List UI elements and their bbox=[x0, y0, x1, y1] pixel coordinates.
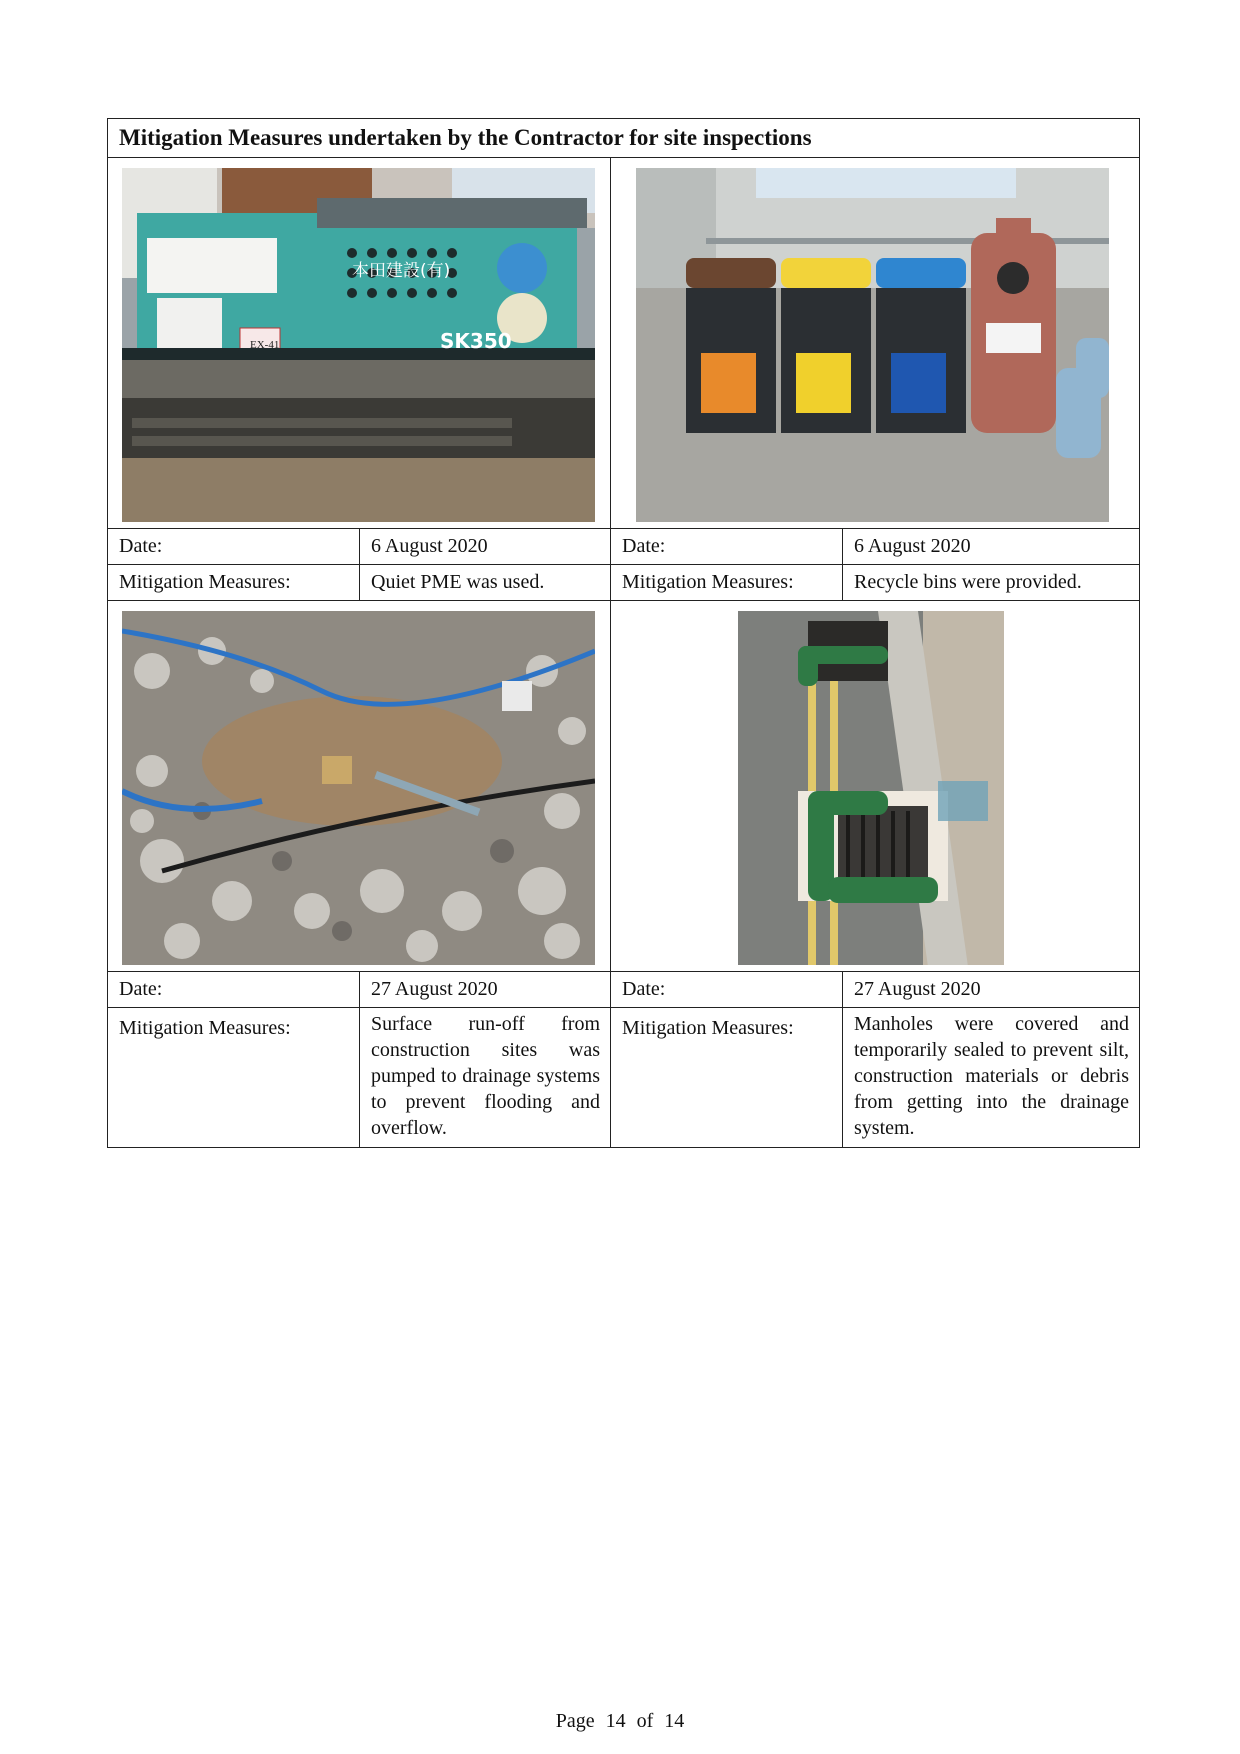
mitigation-measures-label: Mitigation Measures: bbox=[108, 1008, 360, 1148]
excavator-tag-label: EX-41 bbox=[250, 339, 280, 351]
date-label: Date: bbox=[611, 972, 843, 1008]
page-total: 14 bbox=[664, 1710, 685, 1732]
date-label: Date: bbox=[108, 529, 360, 565]
mitigation-measure-text: Surface run-off from construction sites was pumped to drainage systems to prevent flooding and overflow. bbox=[360, 1008, 611, 1148]
pumping-site-photo bbox=[122, 611, 595, 965]
mitigation-measure-text: Quiet PME was used. bbox=[360, 565, 611, 601]
mitigation-measures-label: Mitigation Measures: bbox=[611, 565, 843, 601]
date-value: 27 August 2020 bbox=[360, 972, 611, 1008]
page-word: Page bbox=[555, 1710, 595, 1732]
date-value: 27 August 2020 bbox=[843, 972, 1140, 1008]
manhole-photo bbox=[738, 611, 1004, 965]
photo-cell-recycle-bins bbox=[611, 158, 1140, 529]
date-label: Date: bbox=[611, 529, 843, 565]
photo-cell-excavator bbox=[108, 158, 611, 529]
recycle-bins-photo bbox=[636, 168, 1109, 522]
mitigation-measures-label: Mitigation Measures: bbox=[611, 1008, 843, 1148]
excavator-company-label: 本田建設(有) bbox=[352, 261, 451, 281]
date-label: Date: bbox=[108, 972, 360, 1008]
mitigation-measures-label: Mitigation Measures: bbox=[108, 565, 360, 601]
page-footer bbox=[0, 1710, 1240, 1733]
mitigation-measure-text: Recycle bins were provided. bbox=[843, 565, 1140, 601]
date-value: 6 August 2020 bbox=[360, 529, 611, 565]
photo-cell-manhole bbox=[611, 601, 1140, 972]
mitigation-measure-text: Manholes were covered and temporarily sealed to prevent silt, construction materials or debris from getting into the drainage system. bbox=[843, 1008, 1140, 1148]
excavator-model-label: SK350 bbox=[440, 329, 512, 353]
mitigation-measures-table bbox=[107, 118, 1140, 1148]
date-value: 6 August 2020 bbox=[843, 529, 1140, 565]
excavator-photo bbox=[122, 168, 595, 522]
of-word: of bbox=[636, 1710, 654, 1732]
photo-cell-pumping bbox=[108, 601, 611, 972]
page-number: 14 bbox=[605, 1710, 626, 1732]
table-heading: Mitigation Measures undertaken by the Contractor for site inspections bbox=[108, 119, 1140, 158]
